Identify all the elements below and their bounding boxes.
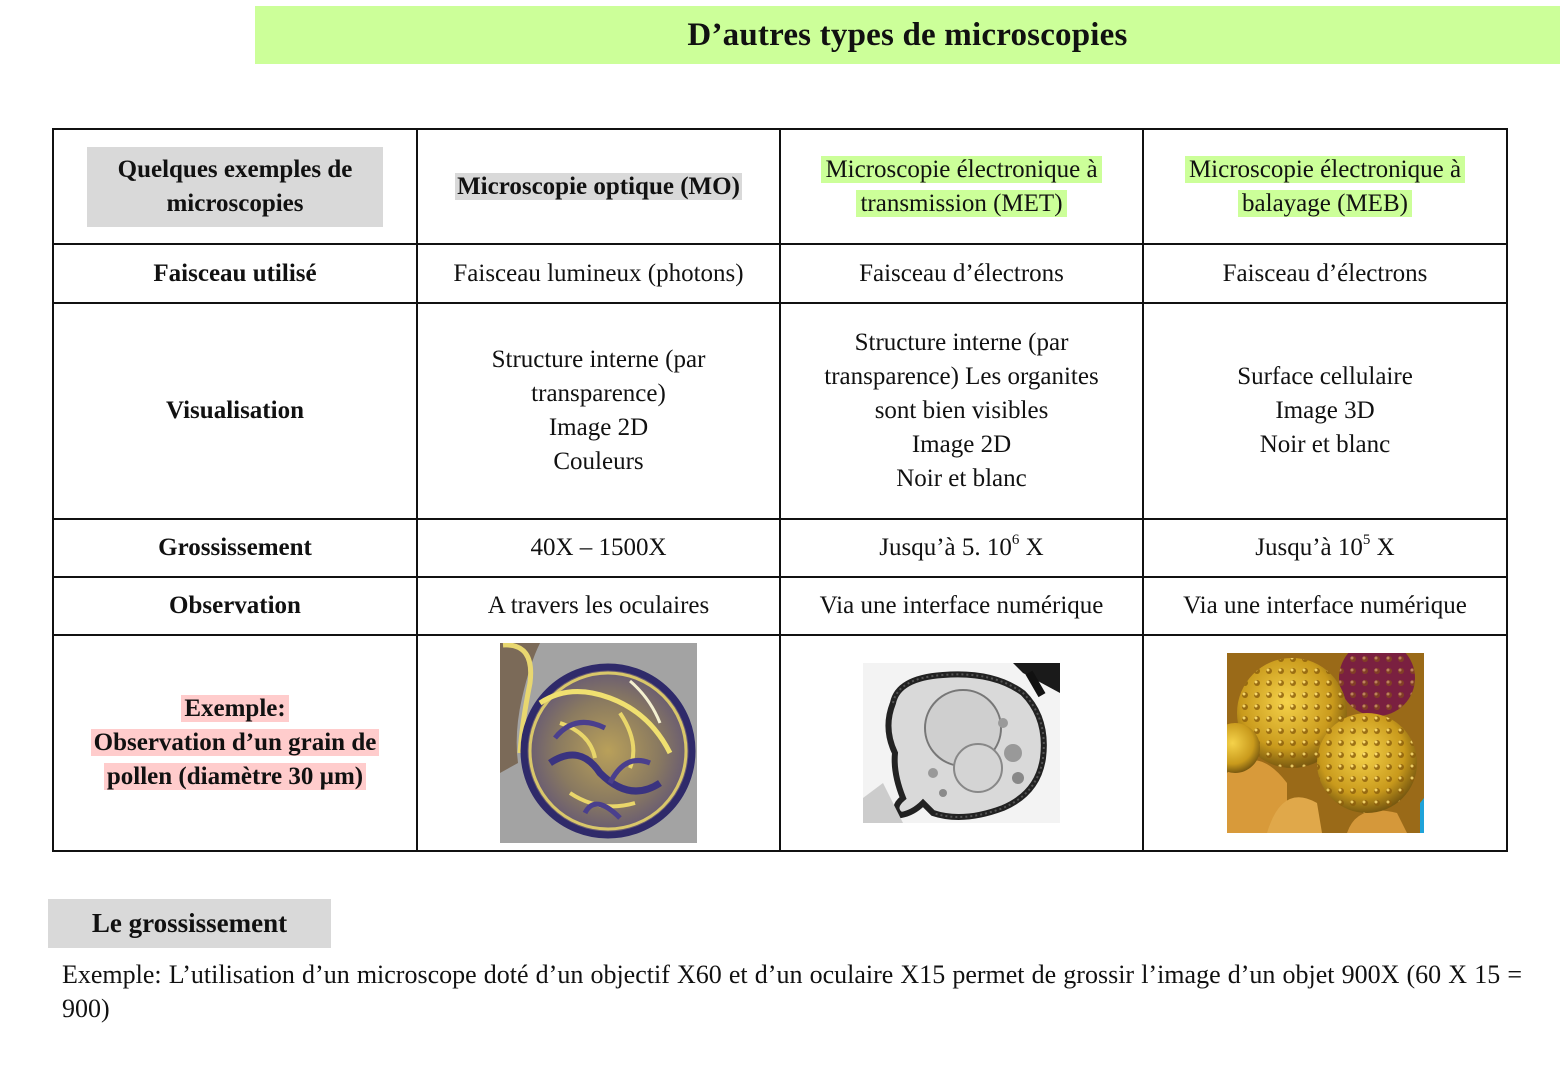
pollen-sem-image <box>1227 653 1424 833</box>
section-heading-grossissement: Le grossissement <box>48 899 331 948</box>
microscopy-comparison-table <box>52 128 1508 852</box>
visualisation-met-line: sont bien visibles <box>874 397 1049 424</box>
visualisation-meb-line: Noir et blanc <box>1259 431 1391 458</box>
row-label-grossissement: Grossissement <box>53 519 417 577</box>
header-met-line-1: Microscopie électronique à <box>821 156 1101 183</box>
visualisation-meb-line: Image 3D <box>1275 397 1375 424</box>
cell-exemple-meb <box>1143 635 1507 851</box>
cell-observation-meb: Via une interface numérique <box>1143 577 1507 635</box>
cell-exemple-mo <box>417 635 780 851</box>
example-paragraph: Exemple: L’utilisation d’un microscope doté d’un objectif X60 et d’un oculaire X15 permet de grossir l’image d’un objet 900X (60 X 15 = 900) <box>62 960 1522 1023</box>
page-title: D’autres types de microscopies <box>687 16 1128 53</box>
visualisation-mo-line: transparence) <box>531 380 666 407</box>
row-label-faisceau: Faisceau utilisé <box>53 244 417 303</box>
table-row-observation <box>53 577 1507 635</box>
cell-visualisation-mo <box>417 303 780 519</box>
visualisation-meb-line: Surface cellulaire <box>1237 363 1413 390</box>
grossissement-met-prefix: Jusqu’à 5. 10 <box>879 534 1012 561</box>
cell-observation-met: Via une interface numérique <box>780 577 1143 635</box>
header-mo-label: Microscopie optique (MO) <box>457 172 740 200</box>
exemple-label-line: Exemple: <box>181 695 288 722</box>
row-label-exemple <box>53 635 417 851</box>
grossissement-meb-suffix: X <box>1370 534 1395 561</box>
cell-visualisation-meb <box>1143 303 1507 519</box>
grossissement-meb-prefix: Jusqu’à 10 <box>1255 534 1363 561</box>
exemple-label-line: Observation d’un grain de <box>91 729 380 756</box>
pollen-optical-image <box>500 643 697 843</box>
table-header-row <box>53 129 1507 244</box>
table-row-faisceau <box>53 244 1507 303</box>
exemple-label-line: pollen (diamètre 30 µm) <box>104 763 366 790</box>
header-met-line-2: transmission (MET) <box>856 190 1066 217</box>
corner-label: Quelques exemples de microscopies <box>87 147 383 227</box>
table-row-exemple <box>53 635 1507 851</box>
cell-grossissement-meb <box>1143 519 1507 577</box>
row-label-visualisation: Visualisation <box>53 303 417 519</box>
header-meb-line-2: balayage (MEB) <box>1238 190 1412 217</box>
cell-exemple-met <box>780 635 1143 851</box>
pollen-tem-image <box>863 663 1060 823</box>
header-meb-line-1: Microscopie électronique à <box>1185 156 1465 183</box>
visualisation-mo-line: Image 2D <box>548 414 649 441</box>
grossissement-meb-exponent: 5 <box>1362 531 1371 548</box>
grossissement-met-exponent: 6 <box>1011 531 1020 548</box>
visualisation-met-line: Image 2D <box>911 431 1012 458</box>
cell-faisceau-meb: Faisceau d’électrons <box>1143 244 1507 303</box>
visualisation-mo-line: Structure interne (par <box>491 346 706 373</box>
header-met <box>780 129 1143 244</box>
visualisation-mo-line: Couleurs <box>553 448 644 475</box>
cell-faisceau-mo: Faisceau lumineux (photons) <box>417 244 780 303</box>
cell-faisceau-met: Faisceau d’électrons <box>780 244 1143 303</box>
visualisation-met-line: Noir et blanc <box>896 465 1027 492</box>
table-row-grossissement <box>53 519 1507 577</box>
row-label-observation: Observation <box>53 577 417 635</box>
cell-visualisation-met <box>780 303 1143 519</box>
cell-grossissement-mo: 40X – 1500X <box>417 519 780 577</box>
header-meb <box>1143 129 1507 244</box>
visualisation-met-line: Structure interne (par <box>854 329 1069 356</box>
cell-grossissement-met <box>780 519 1143 577</box>
visualisation-met-line: transparence) Les organites <box>824 363 1099 390</box>
table-row-visualisation <box>53 303 1507 519</box>
header-mo <box>417 129 780 244</box>
grossissement-met-suffix: X <box>1019 534 1044 561</box>
page-title-banner <box>255 6 1560 64</box>
corner-cell <box>53 129 417 244</box>
cell-observation-mo: A travers les oculaires <box>417 577 780 635</box>
